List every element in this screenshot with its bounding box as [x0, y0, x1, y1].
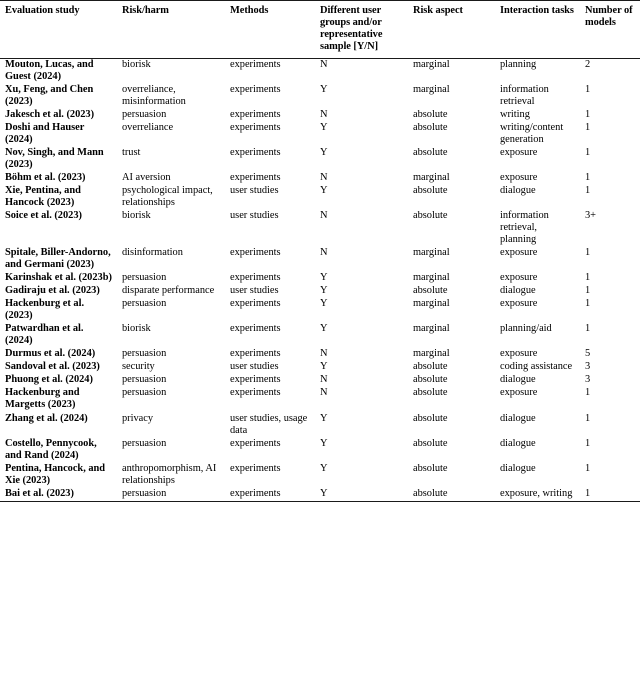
cell-interaction-tasks: planning/aid: [500, 323, 552, 335]
cell-risk-aspect: absolute: [413, 147, 448, 159]
cell-risk-aspect: marginal: [413, 272, 450, 284]
column-header-risk-aspect: Risk aspect: [413, 5, 463, 16]
cell-interaction-tasks: exposure: [500, 298, 538, 310]
cell-different-user-groups: Y: [320, 487, 328, 499]
cell-number-of-models: 1: [585, 172, 591, 184]
cell-number-of-models: 1: [585, 247, 591, 259]
cell-risk-aspect: absolute: [413, 387, 448, 399]
cell-risk-aspect: absolute: [413, 487, 448, 499]
cell-different-user-groups: N: [320, 172, 328, 184]
cell-interaction-tasks: exposure: [500, 272, 538, 284]
cell-methods: experiments: [230, 387, 281, 399]
table-row: [0, 172, 640, 185]
cell-interaction-tasks: exposure: [500, 147, 538, 159]
cell-risk-aspect: absolute: [413, 361, 448, 373]
cell-methods: experiments: [230, 323, 281, 335]
cell-interaction-tasks: exposure: [500, 247, 538, 259]
cell-evaluation-study: Hackenburg et al. (2023): [5, 298, 85, 322]
cell-methods: experiments: [230, 84, 281, 96]
table-row: [0, 323, 640, 348]
table-row: [0, 298, 640, 323]
cell-risk-harm: biorisk: [122, 210, 151, 222]
cell-different-user-groups: Y: [320, 84, 328, 96]
cell-number-of-models: 1: [585, 412, 591, 424]
cell-evaluation-study: Bai et al. (2023): [5, 487, 74, 499]
table-row: [0, 374, 640, 387]
cell-risk-harm: AI aversion: [122, 172, 171, 184]
cell-interaction-tasks: dialogue: [500, 437, 536, 449]
cell-risk-harm: security: [122, 361, 155, 373]
cell-risk-aspect: marginal: [413, 59, 450, 71]
cell-evaluation-study: Nov, Singh, and Mann (2023): [5, 147, 104, 171]
column-header-methods: Methods: [230, 5, 269, 16]
cell-risk-aspect: absolute: [413, 374, 448, 386]
cell-different-user-groups: Y: [320, 462, 328, 474]
column-header-different-user-groups: Different user groups and/or representative sample [Y/N]: [320, 5, 383, 53]
cell-evaluation-study: Xie, Pentina, and Hancock (2023): [5, 185, 81, 209]
cell-different-user-groups: N: [320, 387, 328, 399]
cell-risk-harm: persuasion: [122, 487, 167, 499]
cell-number-of-models: 1: [585, 122, 591, 134]
cell-risk-harm: overreliance: [122, 122, 174, 134]
cell-methods: experiments: [230, 487, 281, 499]
cell-different-user-groups: Y: [320, 437, 328, 449]
cell-interaction-tasks: dialogue: [500, 462, 536, 474]
cell-different-user-groups: N: [320, 59, 328, 71]
cell-methods: experiments: [230, 59, 281, 71]
cell-methods: experiments: [230, 247, 281, 259]
cell-number-of-models: 1: [585, 437, 591, 449]
cell-number-of-models: 3: [585, 374, 591, 386]
cell-risk-harm: persuasion: [122, 272, 167, 284]
table-header: [0, 1, 640, 59]
cell-methods: experiments: [230, 298, 281, 310]
cell-evaluation-study: Spitale, Biller-Andorno, and Germani (2023): [5, 247, 111, 271]
cell-evaluation-study: Pentina, Hancock, and Xie (2023): [5, 462, 106, 486]
cell-interaction-tasks: information retrieval: [500, 84, 549, 108]
cell-different-user-groups: N: [320, 109, 328, 121]
table-row: [0, 438, 640, 463]
cell-risk-aspect: absolute: [413, 437, 448, 449]
cell-risk-harm: persuasion: [122, 437, 167, 449]
cell-risk-aspect: marginal: [413, 323, 450, 335]
table-row: [0, 285, 640, 298]
cell-different-user-groups: Y: [320, 147, 328, 159]
column-header-risk-harm: Risk/harm: [122, 5, 169, 16]
table-row: [0, 185, 640, 210]
cell-different-user-groups: N: [320, 348, 328, 360]
table-row: [0, 247, 640, 272]
cell-interaction-tasks: dialogue: [500, 285, 536, 297]
cell-number-of-models: 2: [585, 59, 591, 71]
cell-methods: user studies: [230, 361, 279, 373]
column-header-evaluation-study: Evaluation study: [5, 5, 80, 16]
cell-number-of-models: 1: [585, 323, 591, 335]
table-row: [0, 463, 640, 488]
table-row: [0, 348, 640, 361]
cell-methods: user studies: [230, 285, 279, 297]
cell-risk-harm: biorisk: [122, 323, 151, 335]
cell-different-user-groups: N: [320, 247, 328, 259]
cell-number-of-models: 1: [585, 387, 591, 399]
cell-risk-aspect: marginal: [413, 84, 450, 96]
cell-number-of-models: 1: [585, 462, 591, 474]
cell-methods: experiments: [230, 348, 281, 360]
cell-risk-aspect: absolute: [413, 109, 448, 121]
cell-number-of-models: 1: [585, 185, 591, 197]
cell-number-of-models: 5: [585, 348, 591, 360]
cell-risk-harm: anthropomorphism, AI relationships: [122, 462, 217, 486]
cell-number-of-models: 1: [585, 298, 591, 310]
cell-number-of-models: 1: [585, 109, 591, 121]
cell-evaluation-study: Costello, Pennycook, and Rand (2024): [5, 437, 97, 461]
cell-different-user-groups: Y: [320, 361, 328, 373]
cell-risk-aspect: absolute: [413, 185, 448, 197]
cell-methods: experiments: [230, 109, 281, 121]
cell-evaluation-study: Karinshak et al. (2023b): [5, 272, 112, 284]
cell-risk-harm: persuasion: [122, 298, 167, 310]
cell-number-of-models: 1: [585, 487, 591, 499]
cell-number-of-models: 1: [585, 285, 591, 297]
cell-interaction-tasks: coding assistance: [500, 361, 573, 373]
cell-evaluation-study: Xu, Feng, and Chen (2023): [5, 84, 94, 108]
cell-risk-harm: trust: [122, 147, 141, 159]
cell-methods: user studies: [230, 210, 279, 222]
column-header-number-of-models: Number of models: [585, 5, 633, 29]
cell-evaluation-study: Sandoval et al. (2023): [5, 361, 100, 373]
table-row: [0, 147, 640, 172]
cell-risk-aspect: absolute: [413, 122, 448, 134]
cell-evaluation-study: Böhm et al. (2023): [5, 172, 86, 184]
cell-evaluation-study: Soice et al. (2023): [5, 210, 82, 222]
cell-evaluation-study: Patwardhan et al. (2024): [5, 323, 84, 347]
cell-different-user-groups: Y: [320, 412, 328, 424]
cell-evaluation-study: Phuong et al. (2024): [5, 374, 93, 386]
table-row: [0, 387, 640, 412]
cell-methods: experiments: [230, 122, 281, 134]
table-row: [0, 272, 640, 285]
table-body: [0, 59, 640, 502]
cell-risk-harm: persuasion: [122, 387, 167, 399]
cell-risk-aspect: absolute: [413, 412, 448, 424]
cell-different-user-groups: N: [320, 210, 328, 222]
cell-risk-harm: persuasion: [122, 109, 167, 121]
header-row: [0, 1, 640, 59]
cell-interaction-tasks: dialogue: [500, 412, 536, 424]
cell-methods: experiments: [230, 437, 281, 449]
cell-evaluation-study: Zhang et al. (2024): [5, 412, 88, 424]
table-row: [0, 59, 640, 85]
cell-interaction-tasks: writing: [500, 109, 530, 121]
cell-interaction-tasks: planning: [500, 59, 537, 71]
cell-methods: experiments: [230, 147, 281, 159]
cell-interaction-tasks: exposure: [500, 172, 538, 184]
table-row: [0, 361, 640, 374]
cell-evaluation-study: Hackenburg and Margetts (2023): [5, 387, 80, 411]
cell-risk-harm: biorisk: [122, 59, 151, 71]
cell-number-of-models: 3+: [585, 210, 597, 222]
cell-interaction-tasks: dialogue: [500, 374, 536, 386]
cell-risk-aspect: marginal: [413, 348, 450, 360]
cell-interaction-tasks: exposure: [500, 348, 538, 360]
cell-methods: user studies, usage data: [230, 412, 308, 436]
table-row: [0, 84, 640, 109]
cell-different-user-groups: Y: [320, 285, 328, 297]
cell-number-of-models: 3: [585, 361, 591, 373]
cell-evaluation-study: Durmus et al. (2024): [5, 348, 96, 360]
cell-interaction-tasks: dialogue: [500, 185, 536, 197]
cell-methods: experiments: [230, 374, 281, 386]
cell-number-of-models: 1: [585, 147, 591, 159]
cell-risk-aspect: marginal: [413, 247, 450, 259]
table-row: [0, 210, 640, 247]
cell-different-user-groups: Y: [320, 272, 328, 284]
cell-risk-harm: disparate performance: [122, 285, 215, 297]
cell-risk-harm: disinformation: [122, 247, 183, 259]
cell-methods: experiments: [230, 272, 281, 284]
cell-different-user-groups: Y: [320, 122, 328, 134]
cell-risk-aspect: marginal: [413, 298, 450, 310]
cell-methods: experiments: [230, 462, 281, 474]
cell-evaluation-study: Doshi and Hauser (2024): [5, 122, 85, 146]
cell-risk-harm: persuasion: [122, 374, 167, 386]
cell-methods: experiments: [230, 172, 281, 184]
cell-risk-aspect: absolute: [413, 285, 448, 297]
cell-risk-harm: psychological impact, relationships: [122, 185, 213, 209]
cell-risk-aspect: marginal: [413, 172, 450, 184]
table-row: [0, 109, 640, 122]
cell-interaction-tasks: writing/content generation: [500, 122, 564, 146]
cell-different-user-groups: Y: [320, 323, 328, 335]
cell-different-user-groups: N: [320, 374, 328, 386]
cell-risk-harm: privacy: [122, 412, 154, 424]
cell-interaction-tasks: information retrieval, planning: [500, 210, 549, 246]
cell-risk-aspect: absolute: [413, 462, 448, 474]
cell-evaluation-study: Mouton, Lucas, and Guest (2024): [5, 59, 94, 83]
cell-risk-aspect: absolute: [413, 210, 448, 222]
table-row: [0, 488, 640, 502]
cell-number-of-models: 1: [585, 272, 591, 284]
table-row: [0, 122, 640, 147]
column-header-interaction-tasks: Interaction tasks: [500, 5, 574, 16]
cell-evaluation-study: Jakesch et al. (2023): [5, 109, 95, 121]
cell-risk-harm: persuasion: [122, 348, 167, 360]
cell-different-user-groups: Y: [320, 298, 328, 310]
cell-different-user-groups: Y: [320, 185, 328, 197]
cell-interaction-tasks: exposure: [500, 387, 538, 399]
cell-interaction-tasks: exposure, writing: [500, 487, 573, 499]
cell-methods: user studies: [230, 185, 279, 197]
table-row: [0, 413, 640, 438]
cell-evaluation-study: Gadiraju et al. (2023): [5, 285, 100, 297]
cell-number-of-models: 1: [585, 84, 591, 96]
cell-risk-harm: overreliance, misinformation: [122, 84, 186, 108]
